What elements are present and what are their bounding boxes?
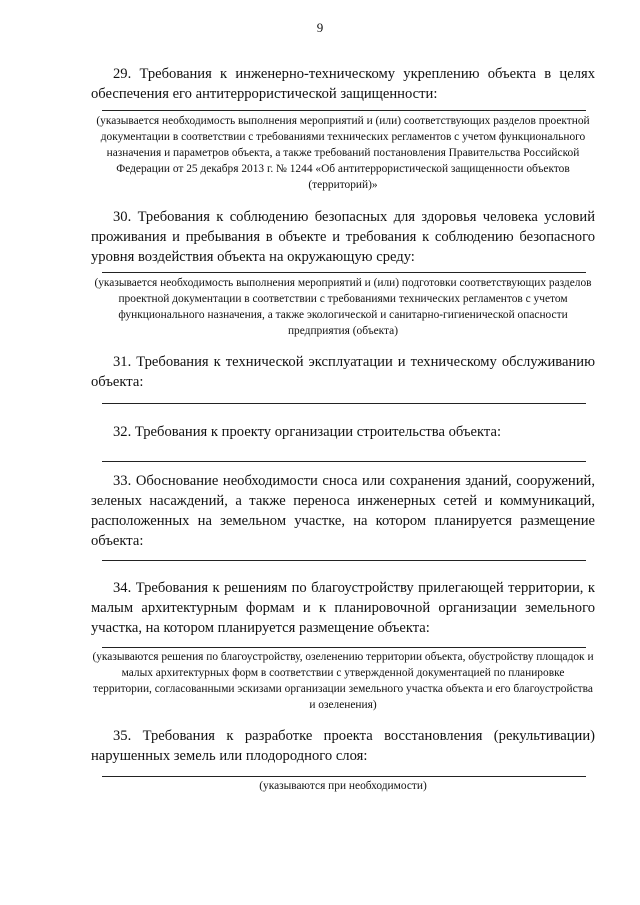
item-35-text: 35. Требования к разработке проекта восстановления (рекультивации) нарушенных земель или плодородного слоя: <box>91 728 595 764</box>
item-29-fill-line <box>102 110 586 111</box>
item-30-note: (указывается необходимость выполнения мероприятий и (или) подготовки соответствующих разделов проектной документации в соответствии с требованиями технических регламентов с учетом функционального назначения, а также экологической и санитарно-гигиенической опасности предприятия (объекта) <box>94 277 592 337</box>
item-34-text: 34. Требования к решениям по благоустройству прилегающей территории, к малым архитектурным формам и к планировочной организации земельного участка, на котором планируется размещение объекта: <box>91 580 595 636</box>
item-35-fill-line <box>102 776 586 777</box>
item-30-fill-line <box>102 272 586 273</box>
item-31-text: 31. Требования к технической эксплуатации и техническому обслуживанию объекта: <box>91 354 595 390</box>
item-29-text: 29. Требования к инженерно-техническому укреплению объекта в целях обеспечения его антитеррористической защищенности: <box>91 66 595 102</box>
item-35-note: (указываются при необходимости) <box>259 780 427 792</box>
item-31-fill-line <box>102 403 586 404</box>
item-33-fill-line <box>102 560 586 561</box>
item-32-text: 32. Требования к проекту организации строительства объекта: <box>113 424 502 440</box>
item-34-note: (указываются решения по благоустройству, озеленению территории объекта, обустройству площадок и малых архитектурных форм в соответствии с утвержденной документацией по планировке территории, согласованными эскизами организации земельного участка объекта и его благоустройства и озеленения) <box>92 651 594 711</box>
item-34-fill-line <box>102 647 586 648</box>
item-29-note: (указывается необходимость выполнения мероприятий и (или) соответствующих разделов проектной документации в соответствии с требованиями технических регламентов с учетом функционального назначения и параметров объекта, а также требований постановления Правительства Российской Федерации от 25 декабря 2013 г. № 1244 «Об антитеррористической защищенности объектов (территорий)» <box>96 115 590 191</box>
page-number: 9 <box>316 20 324 35</box>
item-32-fill-line <box>102 461 586 462</box>
item-33-text: 33. Обоснование необходимости сноса или сохранения зданий, сооружений, зеленых насаждений, а также переноса инженерных сетей и коммуникаций, расположенных на земельном участке, на котором планируется размещение объекта: <box>91 473 595 549</box>
item-30-text: 30. Требования к соблюдению безопасных для здоровья человека условий проживания и пребывания в объекте и требования к соблюдению безопасного уровня воздействия объекта на окружающую среду: <box>91 209 595 265</box>
